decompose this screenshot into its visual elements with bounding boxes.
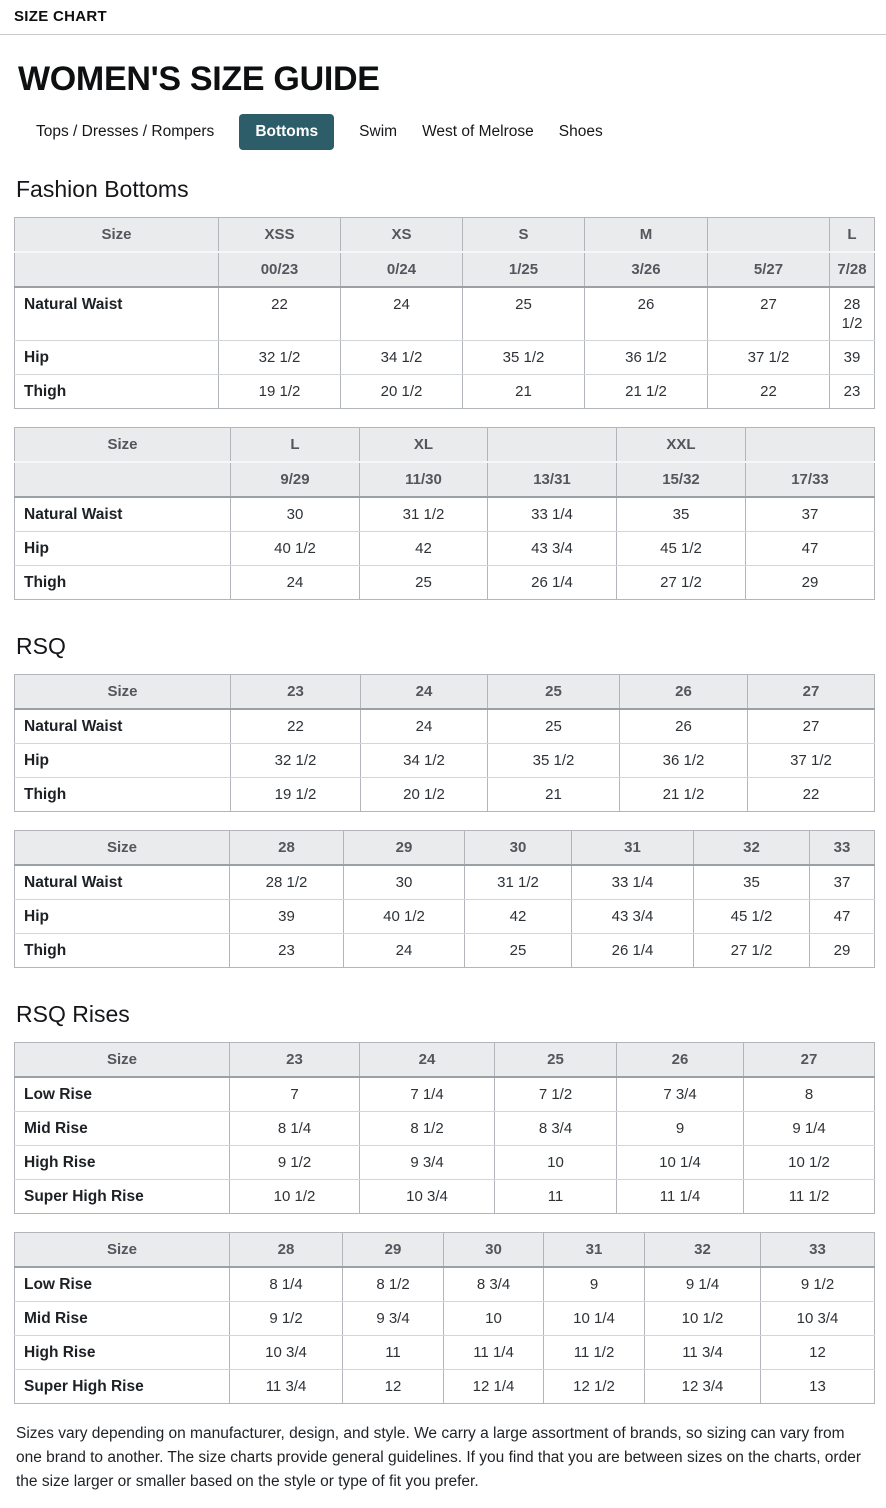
value-cell: 37 xyxy=(810,865,875,900)
size-table xyxy=(14,830,875,968)
table-header-cell: L xyxy=(830,218,875,253)
table-row xyxy=(15,532,875,566)
value-cell: 10 xyxy=(495,1146,617,1180)
table-header-cell xyxy=(488,428,617,463)
table-header-row xyxy=(15,831,875,866)
table-header-row xyxy=(15,1233,875,1268)
table-row xyxy=(15,1077,875,1112)
table-row xyxy=(15,709,875,744)
value-cell: 35 1/2 xyxy=(488,744,620,778)
table-row xyxy=(15,1267,875,1302)
tab-west-of-melrose[interactable]: West of Melrose xyxy=(422,123,534,140)
value-cell: 8 1/4 xyxy=(230,1267,343,1302)
size-table xyxy=(14,427,875,600)
value-cell: 47 xyxy=(810,900,875,934)
table-header-cell: 00/23 xyxy=(219,252,341,287)
table-header-cell: 3/26 xyxy=(585,252,708,287)
table-header-cell: 32 xyxy=(694,831,810,866)
table-header-cell: 26 xyxy=(617,1043,744,1078)
value-cell: 42 xyxy=(465,900,572,934)
row-label-cell: High Rise xyxy=(15,1336,230,1370)
value-cell: 25 xyxy=(465,934,572,968)
table-header-cell: 29 xyxy=(344,831,465,866)
value-cell: 8 1/4 xyxy=(230,1112,360,1146)
table-header-cell xyxy=(746,428,875,463)
value-cell: 8 xyxy=(744,1077,875,1112)
table-header-cell: 32 xyxy=(645,1233,761,1268)
table-header-cell: 25 xyxy=(488,675,620,710)
value-cell: 10 xyxy=(444,1302,544,1336)
table-row xyxy=(15,1180,875,1214)
table-header-cell: 26 xyxy=(620,675,748,710)
value-cell: 10 3/4 xyxy=(360,1180,495,1214)
value-cell: 19 1/2 xyxy=(219,375,341,409)
value-cell: 27 xyxy=(708,287,830,341)
row-label-cell: Mid Rise xyxy=(15,1302,230,1336)
value-cell: 30 xyxy=(344,865,465,900)
top-bar xyxy=(0,0,886,35)
value-cell: 25 xyxy=(360,566,488,600)
value-cell: 31 1/2 xyxy=(465,865,572,900)
value-cell: 10 3/4 xyxy=(230,1336,343,1370)
value-cell: 8 1/2 xyxy=(360,1112,495,1146)
row-label-cell: Low Rise xyxy=(15,1077,230,1112)
table-row xyxy=(15,934,875,968)
value-cell: 33 1/4 xyxy=(488,497,617,532)
row-label-cell: Natural Waist xyxy=(15,709,231,744)
value-cell: 9 1/2 xyxy=(230,1146,360,1180)
value-cell: 21 xyxy=(488,778,620,812)
value-cell: 8 3/4 xyxy=(444,1267,544,1302)
table-header-row xyxy=(15,1043,875,1078)
table-header-cell: L xyxy=(231,428,360,463)
table-header-cell: Size xyxy=(15,831,230,866)
table-row xyxy=(15,1336,875,1370)
value-cell: 21 1/2 xyxy=(620,778,748,812)
table-row xyxy=(15,341,875,375)
table-header-cell: 7/28 xyxy=(830,252,875,287)
value-cell: 40 1/2 xyxy=(344,900,465,934)
table-header-row xyxy=(15,428,875,463)
value-cell: 23 xyxy=(230,934,344,968)
value-cell: 39 xyxy=(230,900,344,934)
value-cell: 21 xyxy=(463,375,585,409)
table-header-cell: Size xyxy=(15,428,231,463)
fashion-bottoms-tables xyxy=(14,217,874,600)
value-cell: 11 3/4 xyxy=(230,1370,343,1404)
value-cell: 34 1/2 xyxy=(361,744,488,778)
value-cell: 42 xyxy=(360,532,488,566)
value-cell: 35 1/2 xyxy=(463,341,585,375)
table-header-cell: 30 xyxy=(444,1233,544,1268)
row-label-cell: Natural Waist xyxy=(15,287,219,341)
value-cell: 11 1/4 xyxy=(444,1336,544,1370)
table-header-cell: 13/31 xyxy=(488,462,617,497)
value-cell: 9 1/4 xyxy=(645,1267,761,1302)
value-cell: 7 3/4 xyxy=(617,1077,744,1112)
table-header-cell: Size xyxy=(15,675,231,710)
value-cell: 32 1/2 xyxy=(231,744,361,778)
value-cell: 25 xyxy=(463,287,585,341)
value-cell: 45 1/2 xyxy=(694,900,810,934)
value-cell: 26 xyxy=(620,709,748,744)
table-header-row xyxy=(15,462,875,497)
value-cell: 37 1/2 xyxy=(748,744,875,778)
section-heading-rsq: RSQ xyxy=(16,633,66,659)
value-cell: 22 xyxy=(219,287,341,341)
section-heading-rsq-rises: RSQ Rises xyxy=(16,1001,130,1027)
value-cell: 12 xyxy=(343,1370,444,1404)
table-header-cell: 17/33 xyxy=(746,462,875,497)
value-cell: 7 xyxy=(230,1077,360,1112)
row-label-cell: Hip xyxy=(15,532,231,566)
rsq-rises-tables xyxy=(14,1042,874,1404)
table-header-cell: 28 xyxy=(230,831,344,866)
value-cell: 36 1/2 xyxy=(585,341,708,375)
table-row xyxy=(15,497,875,532)
value-cell: 19 1/2 xyxy=(231,778,361,812)
value-cell: 12 1/2 xyxy=(544,1370,645,1404)
table-row xyxy=(15,1112,875,1146)
size-chart-title: SIZE CHART xyxy=(14,8,107,25)
value-cell: 35 xyxy=(694,865,810,900)
row-label-cell: Natural Waist xyxy=(15,865,230,900)
row-label-cell: Natural Waist xyxy=(15,497,231,532)
table-header-cell: 27 xyxy=(744,1043,875,1078)
table-header-cell: 33 xyxy=(810,831,875,866)
table-row xyxy=(15,1302,875,1336)
value-cell: 22 xyxy=(708,375,830,409)
value-cell: 28 1/2 xyxy=(230,865,344,900)
table-header-cell: 24 xyxy=(361,675,488,710)
table-header-cell: XSS xyxy=(219,218,341,253)
table-header-cell: 27 xyxy=(748,675,875,710)
value-cell: 39 xyxy=(830,341,875,375)
value-cell: 12 xyxy=(761,1336,875,1370)
value-cell: 22 xyxy=(748,778,875,812)
value-cell: 31 1/2 xyxy=(360,497,488,532)
value-cell: 10 1/4 xyxy=(617,1146,744,1180)
value-cell: 24 xyxy=(361,709,488,744)
value-cell: 37 1/2 xyxy=(708,341,830,375)
section-fashion-bottoms xyxy=(14,175,874,600)
table-row xyxy=(15,744,875,778)
table-row xyxy=(15,1370,875,1404)
value-cell: 9 3/4 xyxy=(360,1146,495,1180)
table-row xyxy=(15,900,875,934)
value-cell: 22 xyxy=(231,709,361,744)
value-cell: 45 1/2 xyxy=(617,532,746,566)
table-header-cell: 25 xyxy=(495,1043,617,1078)
value-cell: 23 xyxy=(830,375,875,409)
value-cell: 7 1/4 xyxy=(360,1077,495,1112)
value-cell: 28 1/2 xyxy=(830,287,875,341)
table-header-cell: XL xyxy=(360,428,488,463)
table-header-cell xyxy=(15,252,219,287)
value-cell: 21 1/2 xyxy=(585,375,708,409)
value-cell: 7 1/2 xyxy=(495,1077,617,1112)
table-header-cell xyxy=(708,218,830,253)
row-label-cell: Thigh xyxy=(15,778,231,812)
value-cell: 24 xyxy=(231,566,360,600)
value-cell: 12 1/4 xyxy=(444,1370,544,1404)
value-cell: 11 xyxy=(343,1336,444,1370)
value-cell: 9 1/4 xyxy=(744,1112,875,1146)
row-label-cell: Hip xyxy=(15,341,219,375)
table-header-cell: 23 xyxy=(231,675,361,710)
value-cell: 43 3/4 xyxy=(488,532,617,566)
value-cell: 36 1/2 xyxy=(620,744,748,778)
value-cell: 11 1/2 xyxy=(744,1180,875,1214)
table-header-row xyxy=(15,218,875,253)
value-cell: 27 xyxy=(748,709,875,744)
table-header-cell: XXL xyxy=(617,428,746,463)
value-cell: 29 xyxy=(746,566,875,600)
section-rsq-rises xyxy=(14,1000,874,1404)
value-cell: 13 xyxy=(761,1370,875,1404)
table-row xyxy=(15,566,875,600)
value-cell: 8 1/2 xyxy=(343,1267,444,1302)
value-cell: 32 1/2 xyxy=(219,341,341,375)
rsq-tables xyxy=(14,674,874,968)
value-cell: 26 1/4 xyxy=(572,934,694,968)
table-header-cell: M xyxy=(585,218,708,253)
table-row xyxy=(15,778,875,812)
table-header-row xyxy=(15,252,875,287)
value-cell: 35 xyxy=(617,497,746,532)
size-table xyxy=(14,217,875,409)
tab-shoes[interactable]: Shoes xyxy=(558,123,603,140)
row-label-cell: Thigh xyxy=(15,375,219,409)
main-content xyxy=(0,59,886,1508)
value-cell: 47 xyxy=(746,532,875,566)
table-header-cell: 33 xyxy=(761,1233,875,1268)
value-cell: 26 xyxy=(585,287,708,341)
row-label-cell: Super High Rise xyxy=(15,1370,230,1404)
row-label-cell: Mid Rise xyxy=(15,1112,230,1146)
value-cell: 10 1/2 xyxy=(744,1146,875,1180)
table-header-cell: 31 xyxy=(544,1233,645,1268)
value-cell: 10 1/4 xyxy=(544,1302,645,1336)
table-row xyxy=(15,287,875,341)
value-cell: 30 xyxy=(231,497,360,532)
table-header-cell: Size xyxy=(15,218,219,253)
section-heading-fashion-bottoms: Fashion Bottoms xyxy=(16,176,189,202)
table-row xyxy=(15,1146,875,1180)
size-table xyxy=(14,1232,875,1404)
row-label-cell: Thigh xyxy=(15,934,230,968)
sizing-disclaimer-text: Sizes vary depending on manufacturer, design, and style. We carry a large assortment of brands, so sizing can vary from one brand to another. The size charts provide general guidelines. If you find that you are between sizes on the charts, order the size larger or smaller based on the style or type of fit you prefer. xyxy=(16,1425,861,1490)
table-header-cell: 1/25 xyxy=(463,252,585,287)
value-cell: 12 3/4 xyxy=(645,1370,761,1404)
value-cell: 9 xyxy=(544,1267,645,1302)
value-cell: 20 1/2 xyxy=(361,778,488,812)
value-cell: 11 3/4 xyxy=(645,1336,761,1370)
value-cell: 24 xyxy=(344,934,465,968)
value-cell: 29 xyxy=(810,934,875,968)
category-tabs xyxy=(36,114,874,150)
value-cell: 11 1/2 xyxy=(544,1336,645,1370)
size-table xyxy=(14,1042,875,1214)
row-label-cell: Low Rise xyxy=(15,1267,230,1302)
value-cell: 11 1/4 xyxy=(617,1180,744,1214)
table-header-cell: 28 xyxy=(230,1233,343,1268)
value-cell: 27 1/2 xyxy=(694,934,810,968)
table-header-cell: 29 xyxy=(343,1233,444,1268)
value-cell: 9 3/4 xyxy=(343,1302,444,1336)
value-cell: 26 1/4 xyxy=(488,566,617,600)
value-cell: 33 1/4 xyxy=(572,865,694,900)
table-header-cell: 23 xyxy=(230,1043,360,1078)
table-header-cell: 0/24 xyxy=(341,252,463,287)
page-title: WOMEN'S SIZE GUIDE xyxy=(18,60,380,98)
value-cell: 11 xyxy=(495,1180,617,1214)
value-cell: 10 3/4 xyxy=(761,1302,875,1336)
value-cell: 8 3/4 xyxy=(495,1112,617,1146)
table-header-cell: S xyxy=(463,218,585,253)
table-header-cell: 5/27 xyxy=(708,252,830,287)
value-cell: 10 1/2 xyxy=(230,1180,360,1214)
tab-tops-dresses-rompers[interactable]: Tops / Dresses / Rompers xyxy=(36,123,215,140)
table-row xyxy=(15,375,875,409)
table-header-cell: 31 xyxy=(572,831,694,866)
value-cell: 27 1/2 xyxy=(617,566,746,600)
tab-bottoms[interactable]: Bottoms xyxy=(239,114,334,150)
size-table xyxy=(14,674,875,812)
table-header-cell: 30 xyxy=(465,831,572,866)
value-cell: 9 1/2 xyxy=(761,1267,875,1302)
table-row xyxy=(15,865,875,900)
row-label-cell: High Rise xyxy=(15,1146,230,1180)
value-cell: 9 1/2 xyxy=(230,1302,343,1336)
value-cell: 40 1/2 xyxy=(231,532,360,566)
tab-swim[interactable]: Swim xyxy=(359,123,398,140)
section-rsq xyxy=(14,632,874,968)
value-cell: 37 xyxy=(746,497,875,532)
table-header-cell: Size xyxy=(15,1043,230,1078)
value-cell: 43 3/4 xyxy=(572,900,694,934)
table-header-cell: 15/32 xyxy=(617,462,746,497)
row-label-cell: Hip xyxy=(15,900,230,934)
table-header-row xyxy=(15,675,875,710)
value-cell: 20 1/2 xyxy=(341,375,463,409)
row-label-cell: Thigh xyxy=(15,566,231,600)
value-cell: 25 xyxy=(488,709,620,744)
value-cell: 34 1/2 xyxy=(341,341,463,375)
table-header-cell: 9/29 xyxy=(231,462,360,497)
table-header-cell: 11/30 xyxy=(360,462,488,497)
value-cell: 9 xyxy=(617,1112,744,1146)
row-label-cell: Hip xyxy=(15,744,231,778)
table-header-cell xyxy=(15,462,231,497)
table-header-cell: Size xyxy=(15,1233,230,1268)
table-header-cell: XS xyxy=(341,218,463,253)
table-header-cell: 24 xyxy=(360,1043,495,1078)
value-cell: 10 1/2 xyxy=(645,1302,761,1336)
value-cell: 24 xyxy=(341,287,463,341)
row-label-cell: Super High Rise xyxy=(15,1180,230,1214)
